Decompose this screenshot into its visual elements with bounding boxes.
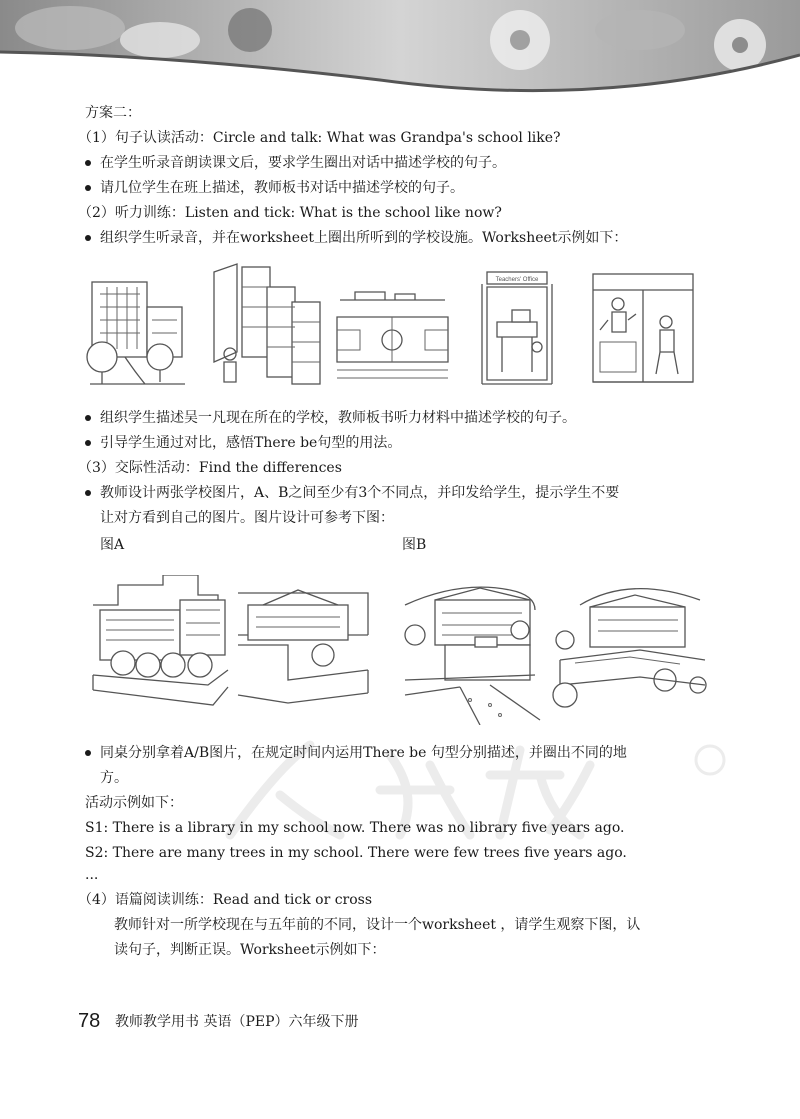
example-sentence-s2: S2: There are many trees in my school. There were few trees five years ago. [85,845,627,861]
footer-book-title: 教师教学用书 英语（PEP）六年级下册 [115,1014,359,1030]
example-sentence-s1: S1: There is a library in my school now. There was no library five years ago. [85,820,625,836]
section-2-bullet-3: 引导学生通过对比，感悟There be句型的用法。 [100,435,402,451]
illustration-classroom-window [588,262,700,387]
figure-a-label: 图A [100,537,125,553]
section-1-bullet-2: 请几位学生在班上描述，教师板书对话中描述学校的句子。 [100,180,464,196]
illustration-playground [335,262,450,387]
section-4-heading: （4）语篇阅读训练：Read and tick or cross [78,892,373,908]
illustration-teachers-office [462,262,574,387]
section-1-bullet-1: 在学生听录音朗读课文后，要求学生圈出对话中描述学校的句子。 [100,155,506,171]
section-2-bullet-2: 组织学生描述吴一凡现在所在的学校，教师板书听力材料中描述学校的句子。 [100,410,576,426]
section-3-bullet-2-line-1: 同桌分别拿着A/B图片，在规定时间内运用There be 句型分别描述，并圈出不同的地 [100,745,627,761]
section-4-paragraph-line-2: 读句子，判断正误。Worksheet示例如下： [114,942,386,958]
section-2-heading: （2）听力训练：Listen and tick: What is the school like now? [78,205,502,221]
section-2-bullet-1: 组织学生听录音，并在worksheet上圈出所听到的学校设施。Worksheet示例如下： [100,230,628,246]
plan-title: 方案二： [85,105,141,121]
page-number: 78 [78,1010,101,1032]
section-3-heading: （3）交际性活动：Find the differences [78,460,342,476]
section-3-bullet-1-line-2: 让对方看到自己的图片。图片设计可参考下图： [100,510,394,526]
figure-b-school-scene [400,575,710,725]
section-1-heading: （1）句子认读活动：Circle and talk: What was Grandpa's school like? [78,130,561,146]
teachers-office-sign: Teachers' Office [495,277,539,283]
figure-a-school-scene [88,575,373,720]
figure-b-label: 图B [402,537,427,553]
illustration-school-building [80,262,190,387]
decorative-banner [0,0,800,95]
section-4-paragraph-line-1: 教师针对一所学校现在与五年前的不同，设计一个worksheet ，请学生观察下图，认 [114,917,641,933]
illustration-library-shelves [212,262,324,387]
example-ellipsis: ... [85,867,99,883]
section-3-bullet-2-line-2: 方。 [100,770,128,786]
example-intro: 活动示例如下： [85,795,183,811]
section-3-bullet-1-line-1: 教师设计两张学校图片，A、B之间至少有3个不同点，并印发给学生，提示学生不要 [100,485,620,501]
